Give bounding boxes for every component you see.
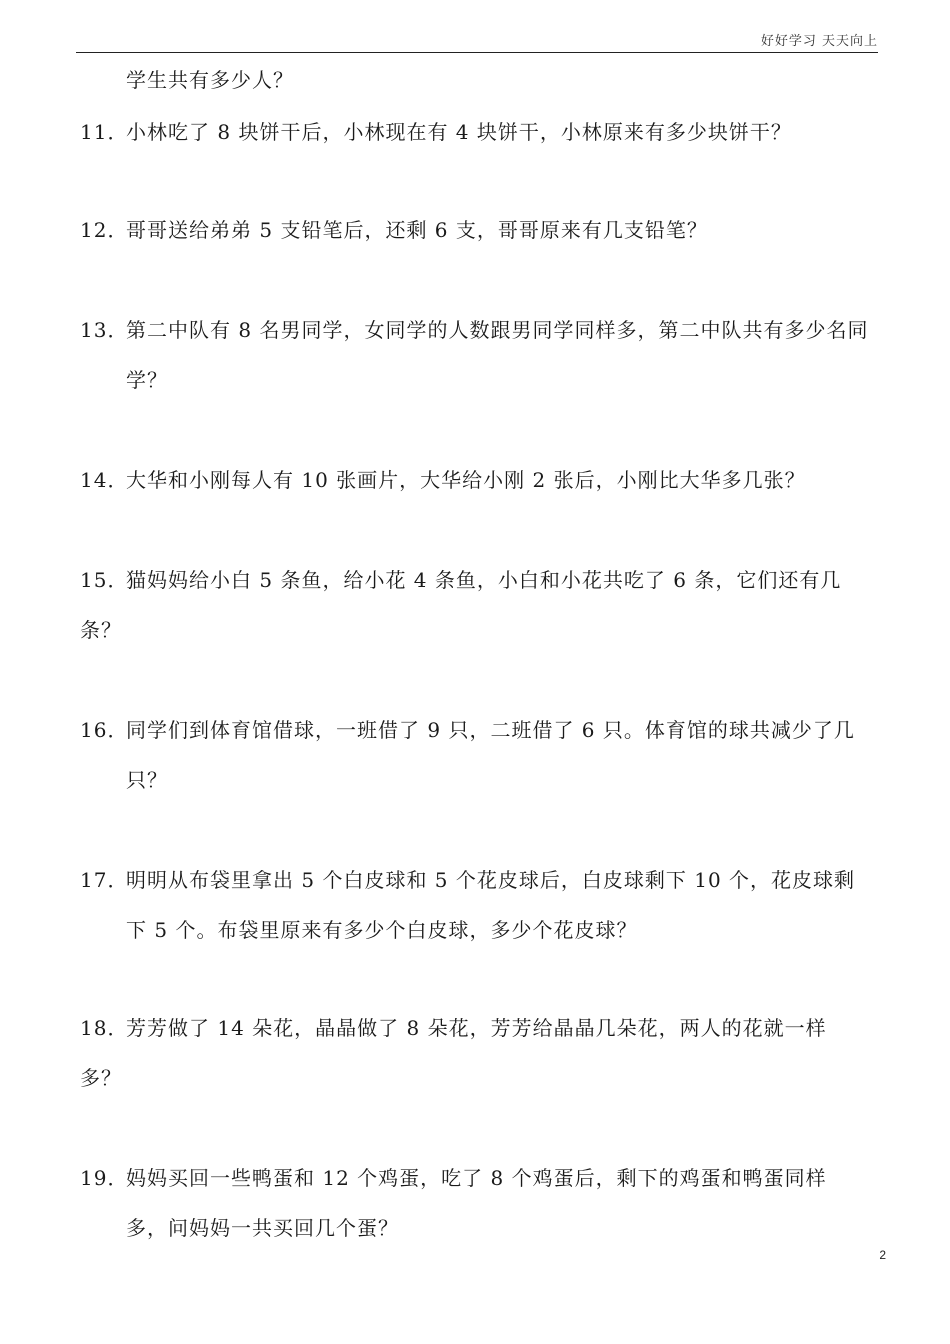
- problem-text-line: 大华和小刚每人有 10 张画片，大华给小刚 2 张后，小刚比大华多几张？: [126, 468, 806, 492]
- problem-text-line: 下 5 个。布袋里原来有多少个白皮球，多少个花皮球？: [126, 918, 638, 942]
- problem-text-line: 芳芳做了 14 朵花，晶晶做了 8 朵花，芳芳给晶晶几朵花，两人的花就一样: [126, 1016, 827, 1040]
- problem-number: 19．: [80, 1166, 129, 1190]
- page-number: 2: [879, 1248, 886, 1262]
- problem-text-line: 第二中队有 8 名男同学，女同学的人数跟男同学同样多，第二中队共有多少名同: [126, 318, 869, 342]
- problem-number: 11．: [80, 120, 129, 144]
- problem-number: 15．: [80, 568, 129, 592]
- problem-text-line: 只？: [126, 768, 168, 792]
- header-slogan: 好好学习 天天向上: [760, 34, 878, 49]
- problem-text-line: 妈妈买回一些鸭蛋和 12 个鸡蛋，吃了 8 个鸡蛋后，剩下的鸡蛋和鸭蛋同样: [126, 1166, 827, 1190]
- problem-text-line: 小林吃了 8 块饼干后，小林现在有 4 块饼干，小林原来有多少块饼干？: [126, 120, 792, 144]
- problem-number: 12．: [80, 218, 129, 242]
- problem-number: 16．: [80, 718, 129, 742]
- problem-number: 17．: [80, 868, 129, 892]
- problem-number: 18．: [80, 1016, 129, 1040]
- problem-number: 13．: [80, 318, 129, 342]
- problem-number: 14．: [80, 468, 129, 492]
- problem-text-line: 学？: [126, 368, 168, 392]
- problem-text-line: 同学们到体育馆借球，一班借了 9 只，二班借了 6 只。体育馆的球共减少了几: [126, 718, 855, 742]
- problem-text-line: 哥哥送给弟弟 5 支铅笔后，还剩 6 支，哥哥原来有几支铅笔？: [126, 218, 708, 242]
- header-divider: [76, 52, 878, 53]
- problem-text-line: 猫妈妈给小白 5 条鱼，给小花 4 条鱼，小白和小花共吃了 6 条，它们还有几: [126, 568, 842, 592]
- problem-text-line: 条？: [80, 618, 122, 642]
- problem-text-line: 多？: [80, 1066, 122, 1090]
- continued-question-text: 学生共有多少人？: [126, 68, 294, 92]
- problem-text-line: 多，问妈妈一共买回几个蛋？: [126, 1216, 399, 1240]
- problem-text-line: 明明从布袋里拿出 5 个白皮球和 5 个花皮球后，白皮球剩下 10 个，花皮球剩: [126, 868, 856, 892]
